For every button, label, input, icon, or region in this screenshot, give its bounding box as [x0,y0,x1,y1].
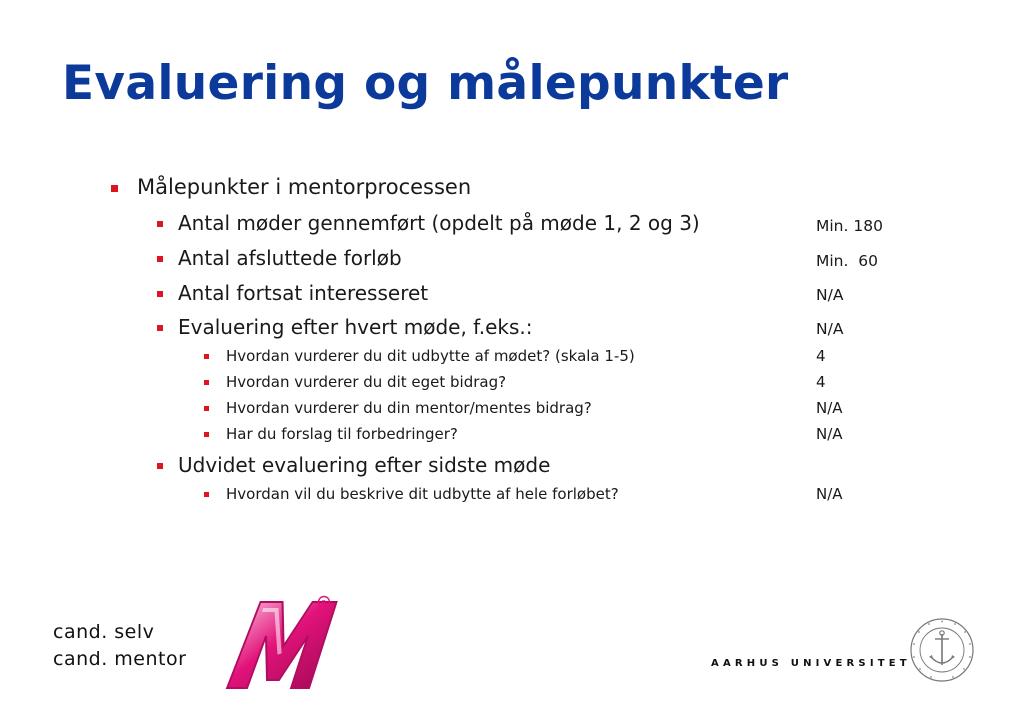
bullet-marker [204,406,209,411]
bullet-text: Antal afsluttede forløb [178,246,402,270]
bullet-value: N/A [816,320,844,338]
bullet-value: N/A [816,399,843,417]
bullet-marker [157,291,163,297]
bullet-text: Har du forslag til forbedringer? [226,425,458,443]
bullet-marker [204,432,209,437]
bullet-text: Hvordan vurderer du dit udbytte af mødet? (skala 1-5) [226,347,635,365]
bullet-text: Hvordan vil du beskrive dit udbytte af hele forløbet? [226,485,619,503]
bullet-value: 4 [816,373,826,391]
university-name: AARHUS UNIVERSITET [711,658,911,669]
bullet-marker [204,380,209,385]
bullet-value: Min. 180 [816,217,883,235]
university-seal-icon [909,617,975,683]
bullet-text: Evaluering efter hvert møde, f.eks.: [178,315,533,339]
bullet-text: Udvidet evaluering efter sidste møde [178,453,551,477]
bullet-marker [157,325,163,331]
bullet-value: Min. 60 [816,252,879,270]
tagline-line-1: cand. selv [53,621,155,643]
bullet-text: Hvordan vurderer du din mentor/mentes bidrag? [226,399,592,417]
bullet-text: Antal møder gennemført (opdelt på møde 1, 2 og 3) [178,211,700,235]
bullet-value: 4 [816,347,826,365]
bullet-marker [204,354,209,359]
bullet-text: Målepunkter i mentorprocessen [137,175,472,199]
bullet-marker [157,256,163,262]
svg-text:R: R [321,599,327,607]
bullet-marker [157,221,163,227]
slide-title: Evaluering og målepunkter [62,56,789,111]
bullet-value: N/A [816,425,843,443]
bullet-marker [111,185,118,192]
bullet-marker [204,492,209,497]
mentor-m-logo [220,588,340,698]
bullet-value: N/A [816,286,844,304]
tagline-line-2: cand. mentor [53,648,187,670]
footer-tagline [53,619,186,673]
bullet-value: N/A [816,485,843,503]
bullet-text: Antal fortsat interesseret [178,281,429,305]
bullet-marker [157,463,163,469]
bullet-text: Hvordan vurderer du dit eget bidrag? [226,373,507,391]
